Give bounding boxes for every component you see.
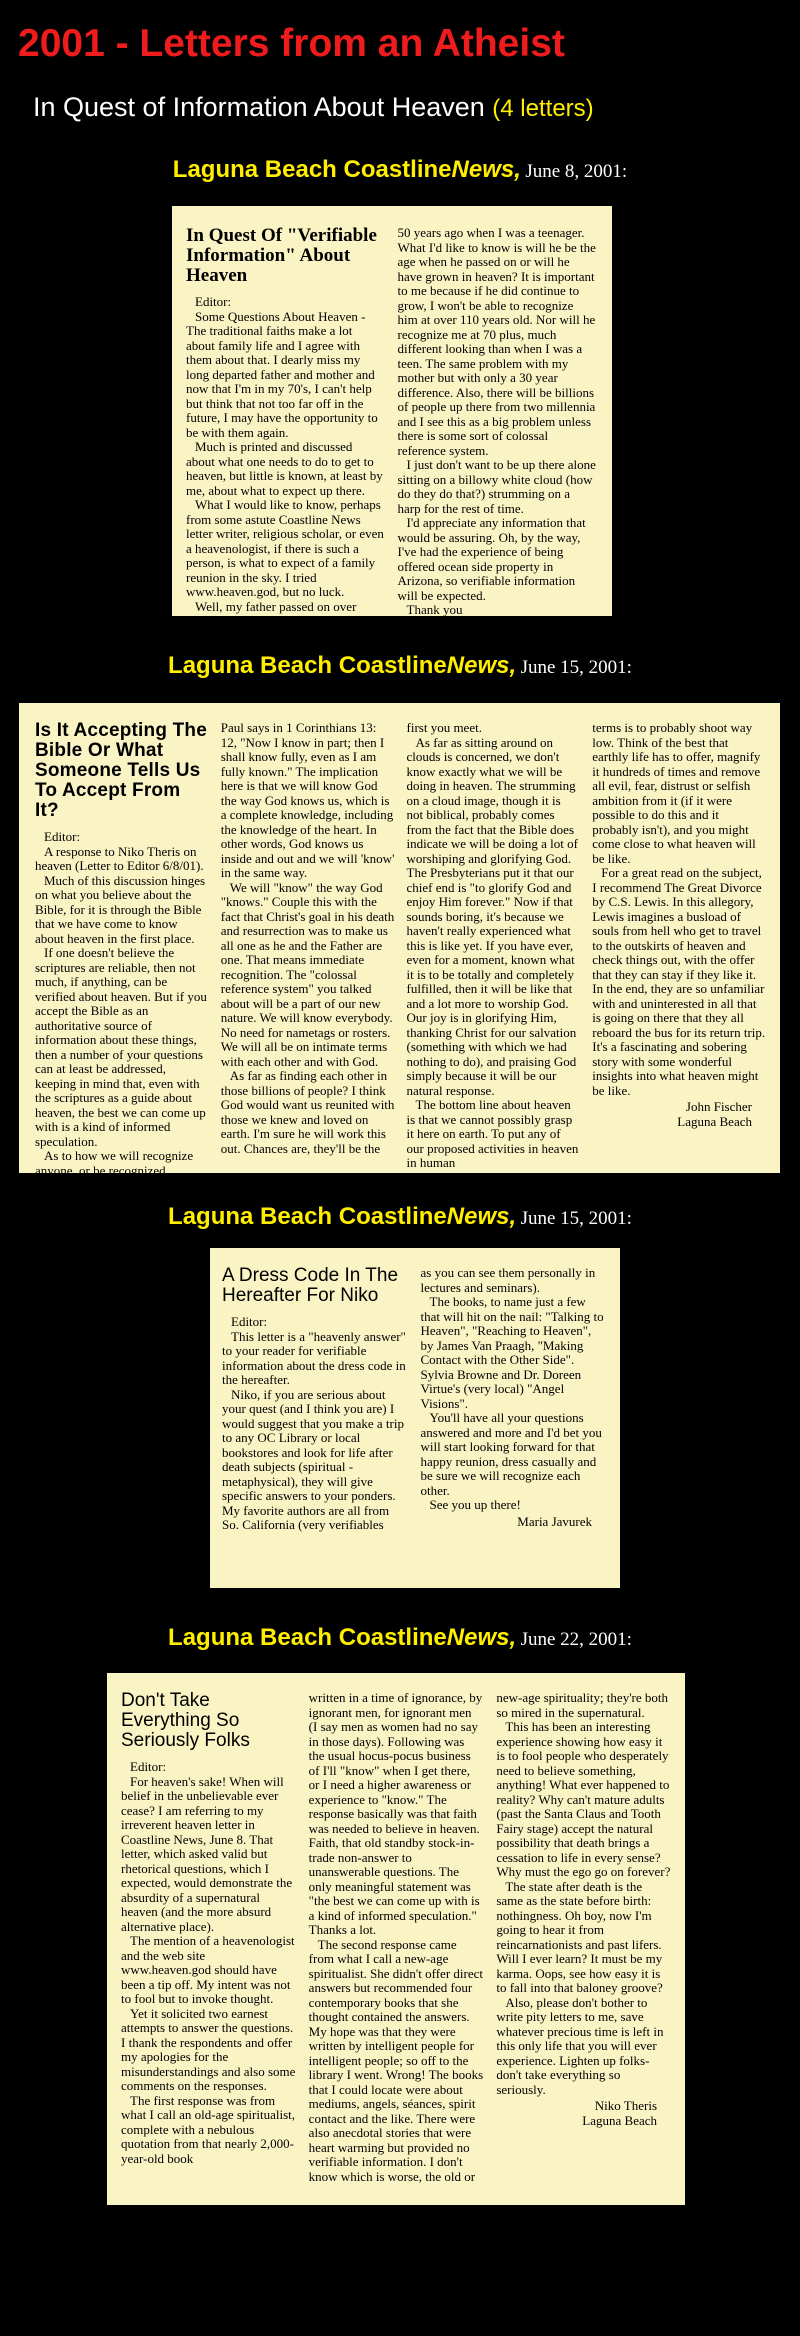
letter-paragraph: This letter is a "heavenly answer" to your reader for verifiable information about the dress code in the hereafter. bbox=[222, 1328, 406, 1387]
signature-place: Laguna Beach bbox=[582, 2112, 658, 2128]
letter-paragraph: I'd appreciate any information that would be assuring. Oh, by the way, I've had the experience of being offered ocean side property in Arizona, so verifiable information will be expected. bbox=[397, 515, 586, 603]
letter-columns bbox=[35, 720, 766, 1178]
signature-name: John Fischer bbox=[685, 1099, 752, 1114]
letter-paragraph: You'll have all your questions answered and more and I'd bet you will start looking forward for that happy reunion, dress casually and be sure we will recognize each other. bbox=[420, 1410, 602, 1498]
signature-place: Laguna Beach bbox=[507, 633, 582, 648]
letter-salutation: Editor: bbox=[44, 829, 81, 844]
letter-column-1 bbox=[121, 1691, 296, 2195]
letter-headline: A Dress Code In The Hereafter For Niko bbox=[222, 1265, 399, 1306]
masthead-paper-news: News, bbox=[451, 156, 521, 183]
letter-columns bbox=[121, 1691, 671, 2195]
masthead-1 bbox=[0, 156, 800, 184]
signature-name: Niko Theris bbox=[594, 2098, 658, 2113]
letter-clipping-1 bbox=[172, 206, 612, 648]
letter-count: (4 letters) bbox=[492, 95, 594, 122]
letter-paragraph: The second response came from what I call a new-age spiritualist. She didn't offer direct answers but recommended four contemporary books that she thought contained the answers. My hope was that they were written by intelligent people for intelligent people; so off to the library I went. Wrong! The books that I could locate were about mediums, angels, séances, spirit contact and the like. There were also anecdotal stories that were heart warming but provided no verifiable information. I don't know which is worse, the old or bbox=[308, 1936, 484, 2184]
masthead-paper: Laguna Beach Coastline bbox=[168, 1203, 447, 1230]
letter-paragraph: Much of this discussion hinges on what you believe about the Bible, for it is through the Bible that we have come to know about heaven in the first place. bbox=[35, 872, 206, 946]
letter-paragraph: Thank you bbox=[406, 602, 463, 617]
letter-headline: In Quest Of "Verifiable Information" About Heaven bbox=[186, 225, 377, 286]
masthead-paper: Laguna Beach Coastline bbox=[168, 1624, 447, 1651]
masthead-2 bbox=[0, 652, 800, 680]
letter-paragraph: The mention of a heavenologist and the web site www.heaven.god should have been a tip off. My intent was not to fool but to invoke thought. bbox=[121, 1933, 295, 2006]
signature-place: Laguna Beach bbox=[677, 1113, 752, 1129]
masthead-paper-news: News, bbox=[446, 652, 517, 679]
letter-salutation: Editor: bbox=[130, 1759, 167, 1774]
letter-column-3 bbox=[406, 720, 581, 1170]
page-subtitle bbox=[33, 92, 594, 123]
letter-paragraph: as you can see them personally in lectures and seminars). bbox=[420, 1265, 596, 1295]
letter-paragraph: 50 years ago when I was a teenager. What I'd like to know is will he be the age when he passed on or will he have grown in heaven? It is important to me because if he did continue to grow, I won't be able to recognize him at over 110 years old. Nor will he recognize me at 70 plus, much different looking than when I was a teen. The same problem with my mother but with only a 30 year difference. Also, there will be billions of people up there from two millennia and I see this as a big problem unless there is some sort of colossal reference system. bbox=[397, 225, 596, 458]
masthead-paper-news: News, bbox=[446, 1624, 517, 1651]
letter-paragraph: Niko, if you are serious about your quest (and I think you are) I would suggest that you make a trip to any OC Library or local bookstores and look for life after death subjects (spiritual - metaphysical), they will give specific answers to your ponders. My favorite authors are all from So. California (very verifiables bbox=[222, 1386, 404, 1532]
letter-signature bbox=[592, 1100, 766, 1129]
letter-columns bbox=[222, 1266, 606, 1578]
letter-clipping-2 bbox=[19, 703, 780, 1178]
masthead-4 bbox=[0, 1624, 800, 1652]
letter-clipping-4 bbox=[107, 1673, 685, 2205]
letter-paragraph: For a great read on the subject, I recommend The Great Divorce by C.S. Lewis. In this allegory, Lewis imagines a busload of souls from hell who get to travel to the outskirts of heaven and check things out, with the offer that they can stay if they like it. In the end, they are so unfamiliar with and uninterested in all that is going on there that they all reboard the bus for its return trip. It's a fascinating and sobering story with some wonderful insights into what heaven might be like. bbox=[592, 865, 766, 1098]
letter-paragraph: Well, my father passed on over bbox=[195, 598, 357, 614]
letter-columns bbox=[186, 225, 596, 648]
letter-paragraph: For heaven's sake! When will belief in the unbelievable ever cease? I am referring to my irreverent heaven letter in Coastline News, June 8. That letter, which asked valid but rhetorical questions, which I expected, would demonstrate the absurdity of a supernatural heaven (and the more absurd alternative place). bbox=[121, 1773, 293, 1934]
letter-column-4 bbox=[592, 721, 766, 1163]
letter-paragraph: The state after death is the same as the state before birth: nothingness. Oh boy, now I'm going to hear it from reincarnationists and past lifers. Will I ever learn? It must be my karma. Oops, see how easy it is to fall into that baloney groove? bbox=[496, 1878, 663, 1995]
masthead-date: June 22, 2001: bbox=[520, 1629, 632, 1650]
letter-column-2 bbox=[309, 1691, 484, 2195]
letter-paragraph: Also, please don't bother to write pity letters to me, save whatever precious time is left in this only life that you will ever experience. Lighten up folks-don't take everything so seriously. bbox=[496, 1994, 664, 2097]
letter-signature bbox=[398, 620, 597, 649]
signature-name: Niko Theris bbox=[519, 618, 582, 634]
letter-paragraph: first you meet. bbox=[406, 720, 482, 735]
letter-salutation: Editor: bbox=[231, 1314, 268, 1329]
masthead-paper-news: News, bbox=[446, 1203, 517, 1230]
letter-paragraph: What I would like to know, perhaps from some astute Coastline News letter writer, religious scholar, or even a heavenologist, if there is such a person, is what to expect of a family reunion in the sky. I tried www.heaven.god, but no luck. bbox=[186, 497, 384, 599]
letter-paragraph: See you up there! bbox=[429, 1497, 521, 1512]
letter-paragraph: terms is to probably shoot way low. Think of the best that earthly life has to offer, magnify it hundreds of times and remove all evil, fear, distrust or selfish ambition from it (if it were possible to do this and it probably isn't), and you might come close to what heaven will be like. bbox=[592, 720, 761, 866]
letter-paragraph: Much is printed and discussed about what one needs to do to get to heaven, but little is known, at least by me, about what to expect up there. bbox=[186, 439, 383, 498]
letter-paragraph: This has been an interesting experience showing how easy it is to fool people who desperately need to believe something, anything! What ever happened to reality? Why can't mature adults (past the Santa Claus and Tooth Fairy stage) accept the natural possibility that death brings a cessation to life in every sense? Why must the ego go on forever? bbox=[496, 1719, 671, 1879]
letter-signature bbox=[496, 2099, 671, 2128]
letter-headline: Don't Take Everything So Seriously Folks bbox=[121, 1690, 250, 1751]
signature-name: Maria Javurek bbox=[517, 1513, 592, 1529]
letter-column-1 bbox=[35, 720, 209, 1178]
letter-paragraph: written in a time of ignorance, by ignorant men, for ignorant men (I say men as women had no say in those days). Following was the usual hocus-pocus business of I'll "know" when I get there, or I need a higher awareness or experience to "know." The response basically was that faith was needed to believe in heaven. Faith, that old standby stock-in-trade non-answer to unanswerable questions. The only meaningful statement was "the best we can come up with is a kind of informed speculation." Thanks a lot. bbox=[308, 1690, 483, 1937]
letter-paragraph: new-age spirituality; they're both so mired in the supernatural. bbox=[496, 1690, 668, 1720]
masthead-paper: Laguna Beach Coastline bbox=[172, 156, 452, 183]
letter-clipping-3 bbox=[210, 1248, 620, 1588]
page-title: 2001 - Letters from an Atheist bbox=[18, 22, 565, 65]
letter-column-1 bbox=[186, 225, 385, 614]
letter-paragraph: The books, to name just a few that will hit on the nail: "Talking to Heaven", "Reaching to Heaven", by James Van Praagh, "Making Contact with the Other Side". Sylvia Browne and Dr. Doreen Virtue's (very local) "Angel Visions". bbox=[420, 1294, 604, 1411]
letter-column-2 bbox=[397, 225, 597, 648]
letter-column-3 bbox=[496, 1691, 671, 2195]
letter-column-1 bbox=[222, 1266, 408, 1578]
letter-paragraph: We will "know" the way God "knows." Couple this with the fact that Christ's goal in his death and resurrection was to make us all one as he and the Father are one. That means immediate recognition. The "colossal reference system" you talked about will be a part of our new nature. We will know everybody. No need for nametags or rosters. We will all be on intimate terms with each other and with God. bbox=[220, 879, 395, 1069]
letter-paragraph: I just don't want to be up there alone sitting on a billowy white cloud (how do they do that?) strumming on a harp for the rest of time. bbox=[397, 457, 596, 516]
letter-headline: Is It Accepting The Bible Or What Someone Tells Us To Accept From It? bbox=[35, 720, 208, 821]
masthead-paper: Laguna Beach Coastline bbox=[168, 652, 447, 679]
letter-paragraph: A response to Niko Theris on heaven (Letter to Editor 6/8/01). bbox=[35, 843, 204, 873]
masthead-date: June 15, 2001: bbox=[520, 1208, 632, 1229]
letter-paragraph: Paul says in 1 Corinthians 13: 12, "Now I know in part; then I shall know fully, even as I am fully known." The implication here is that we will know God the way God knows us, which is a complete knowledge, including the knowledge of the heart. In other words, God knows us inside and out and we will 'know' in the same way. bbox=[220, 720, 395, 880]
letter-column-2 bbox=[221, 721, 395, 1163]
letter-paragraph: As far as sitting around on clouds is concerned, we don't know exactly what we will be doing in heaven. The strumming on a cloud image, though it is not biblical, probably comes from the fact that the Bible does indicate we will be doing a lot of worshiping and glorifying God. The Presbyterians put it that our chief end is "to glorify God and enjoy Him forever." Now if that sounds boring, it's because we haven't really experienced what this is like yet. If you have ever, even for a moment, known what it is to be totally and completely fulfilled, then it will be like that and a lot more to worship God. Our joy is in glorifying Him, thanking Christ for our salvation (something with which we had nothing to do), and praising God simply because it will be our natural response. bbox=[406, 734, 578, 1098]
subtitle-text: In Quest of Information About Heaven bbox=[33, 92, 485, 122]
letter-salutation: Editor: bbox=[195, 294, 232, 309]
letter-paragraph: As to how we will recognize anyone, or be recognized, bbox=[35, 1148, 194, 1178]
letter-paragraph: As far as finding each other in those billions of people? I think God would want us reunited with those we knew and loved on earth. I'm sure he will work this out. Chances are, they'll be the bbox=[220, 1068, 395, 1156]
letter-column-2 bbox=[421, 1266, 607, 1578]
letter-paragraph: The bottom line about heaven is that we cannot possibly grasp it here on earth. To put any of our proposed activities in heaven in human bbox=[406, 1097, 579, 1170]
masthead-date: June 8, 2001: bbox=[525, 161, 628, 182]
letter-paragraph: Some Questions About Heaven - The traditional faiths make a lot about family life and I agree with them about that. I dearly miss my long departed father and mother and now that I'm in my 70's, I can't help but think that not too far off in the future, I may have the opportunity to be with them again. bbox=[186, 308, 378, 440]
letter-paragraph: The first response was from what I call an old-age spiritualist, complete with a nebulous quotation from that nearly 2,000-year-old book bbox=[121, 2092, 296, 2166]
masthead-3 bbox=[0, 1203, 800, 1231]
letter-paragraph: Yet it solicited two earnest attempts to answer the questions. I thank the respondents and offer my apologies for the misunderstandings and also some comments on the responses. bbox=[121, 2005, 296, 2093]
letter-signature bbox=[421, 1515, 607, 1530]
letter-paragraph: If one doesn't believe the scriptures are reliable, then not much, if anything, can be verified about heaven. But if you accept the Bible as an authoritative source of information about these things, then a number of your questions can at least be addressed, keeping in mind that, even with the scriptures as a guide about heaven, the best we can come up with is a kind of informed speculation. bbox=[35, 945, 207, 1149]
masthead-date: June 15, 2001: bbox=[520, 657, 632, 678]
